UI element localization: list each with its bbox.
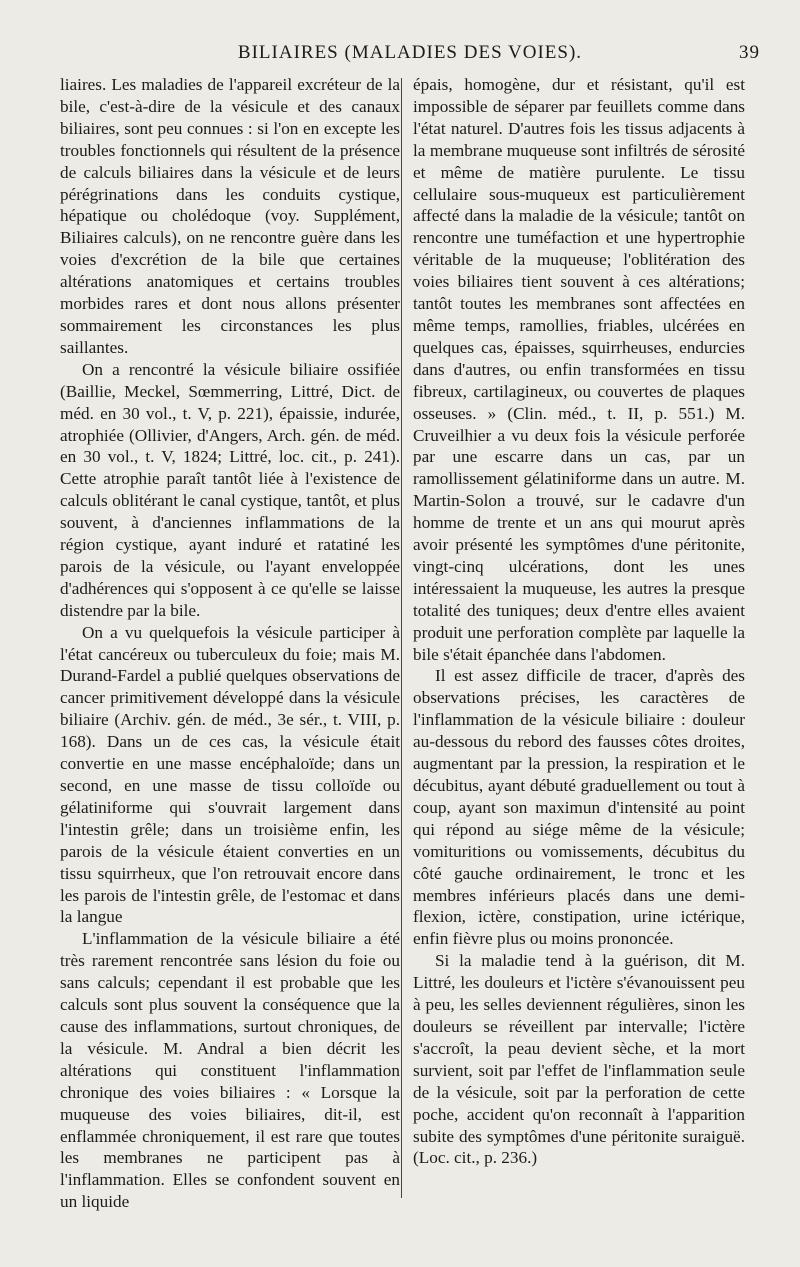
- paragraph: On a rencontré la vésicule biliaire ossifiée (Baillie, Meckel, Sœmmerring, Littré, Dict. de méd. en 30 vol., t. V, p. 221), épaissie, indurée, atrophiée (Ollivier, d'Angers, Arch. gén. de méd. en 30 vol., t. V, 1824; Littré, loc. cit., p. 241). Cette atrophie paraît tantôt liée à l'existence de calculs oblitérant le canal cystique, tantôt, et plus souvent, à d'anciennes inflammations de la région cystique, ayant induré et ratatiné les parois de la vésicule, ou l'ayant enveloppée d'adhérences qui s'opposent à ce qu'elle se laisse distendre par la bile.: [60, 359, 400, 620]
- column-divider: [401, 78, 402, 1198]
- paragraph: Il est assez difficile de tracer, d'après des observations précises, les caractères de l'inflammation de la vésicule biliaire : douleur au-dessous du rebord des fausses côtes droites, augmentant par la pression, la respiration et le décubitus, ayant débuté graduellement ou tout à coup, ayant son maximun d'intensité au point qui répond au siége même de la vésicule; vomituritions ou vomissements, décubitus du côté gauche ordinairement, le tronc et les membres inférieurs placés dans une demi-flexion, ictère, constipation, urine ictérique, enfin fièvre plus ou moins prononcée.: [413, 666, 745, 949]
- page-number: 39: [739, 42, 760, 63]
- left-column: [60, 74, 400, 1213]
- paragraph: L'inflammation de la vésicule biliaire a été très rarement rencontrée sans lésion du foie ou sans calculs; cependant il est probable que les calculs sont plus souvent la conséquence que la cause des inflammations, surtout chroniques, de la vésicule. M. Andral a bien décrit les altérations qui constituent l'inflammation chronique des voies biliaires : « Lorsque la muqueuse des voies biliaires, dit-il, est enflammée chroniquement, il est rare que toutes les membranes ne participent pas à l'inflammation. Elles se confondent souvent en un liquide: [60, 929, 400, 1212]
- paragraph: liaires. Les maladies de l'appareil excréteur de la bile, c'est-à-dire de la vésicule et des canaux biliaires, sont peu connues : si l'on en excepte les troubles fonctionnels qui résultent de la présence de calculs biliaires dans la vésicule et de leurs pérégrinations dans les conduits cystique, hépatique ou cholédoque (voy. Supplément, Biliaires calculs), on ne rencontre guère dans les voies d'excrétion de la bile que certaines altérations anatomiques et certains troubles morbides rares et dont nous allons présenter sommairement les circonstances les plus saillantes.: [60, 75, 400, 357]
- page-header-title: BILIAIRES (MALADIES DES VOIES).: [237, 42, 583, 63]
- paragraph: On a vu quelquefois la vésicule participer à l'état cancéreux ou tuberculeux du foie; mais M. Durand-Fardel a publié quelques observations de cancer primitivement développé dans la vésicule biliaire (Archiv. gén. de méd., 3e sér., t. VIII, p. 168). Dans un de ces cas, la vésicule était convertie en une masse encéphaloïde; dans un second, en une masse de tissu colloïde ou gélatiniforme qui s'ouvrait largement dans l'intestin grêle; dans un troisième enfin, les parois de la vésicule étaient converties en un tissu squirrheux, que l'on retrouvait encore dans les parois de l'intestin grêle, de l'estomac et dans la langue: [60, 622, 400, 927]
- paragraph: épais, homogène, dur et résistant, qu'il est impossible de séparer par feuillets comme dans l'état naturel. D'autres fois les tissus adjacents à la membrane muqueuse sont infiltrés de sérosité et même de matière purulente. Le tissu cellulaire sous-muqueux est particulièrement affecté dans la maladie de la vésicule; tantôt on rencontre une tuméfaction et une hypertrophie véritable de la muqueuse; l'oblitération des voies biliaires tient souvent à ces altérations; tantôt toutes les membranes sont affectées en même temps, ramollies, friables, ulcérées en quelques cas, épaisses, squirrheuses, endurcies dans d'autres, ou enfin transformées en tissu fibreux, cartilagineux, ou couvertes de plaques osseuses. » (Clin. méd., t. II, p. 551.) M. Cruveilhier a vu deux fois la vésicule perforée par une escarre dans un cas, par un ramollissement gélatiniforme dans un autre. M. Martin-Solon a trouvé, sur le cadavre d'un homme de trente et un ans qui mourut après avoir présenté les symptômes d'une péritonite, vingt-cinq ulcérations, dont les unes intéressaient la muqueuse, les autres la presque totalité des tuniques; deux d'entre elles avaient produit une perforation complète par laquelle la bile s'était épanchée dans l'abdomen.: [413, 75, 745, 664]
- paragraph: Si la maladie tend à la guérison, dit M. Littré, les douleurs et l'ictère s'évanouissent peu à peu, les selles deviennent régulières, sinon les douleurs se réveillent par intervalle; l'ictère s'accroît, la peau devient sèche, et la mort survient, soit par l'effet de l'inflammation seule de la vésicule, soit par la perforation de cette poche, accident qu'on reconnaît à l'apparition subite des symptômes d'une péritonite suraiguë. (Loc. cit., p. 236.): [413, 951, 745, 1168]
- running-header: [60, 42, 760, 72]
- right-column: [413, 74, 745, 1169]
